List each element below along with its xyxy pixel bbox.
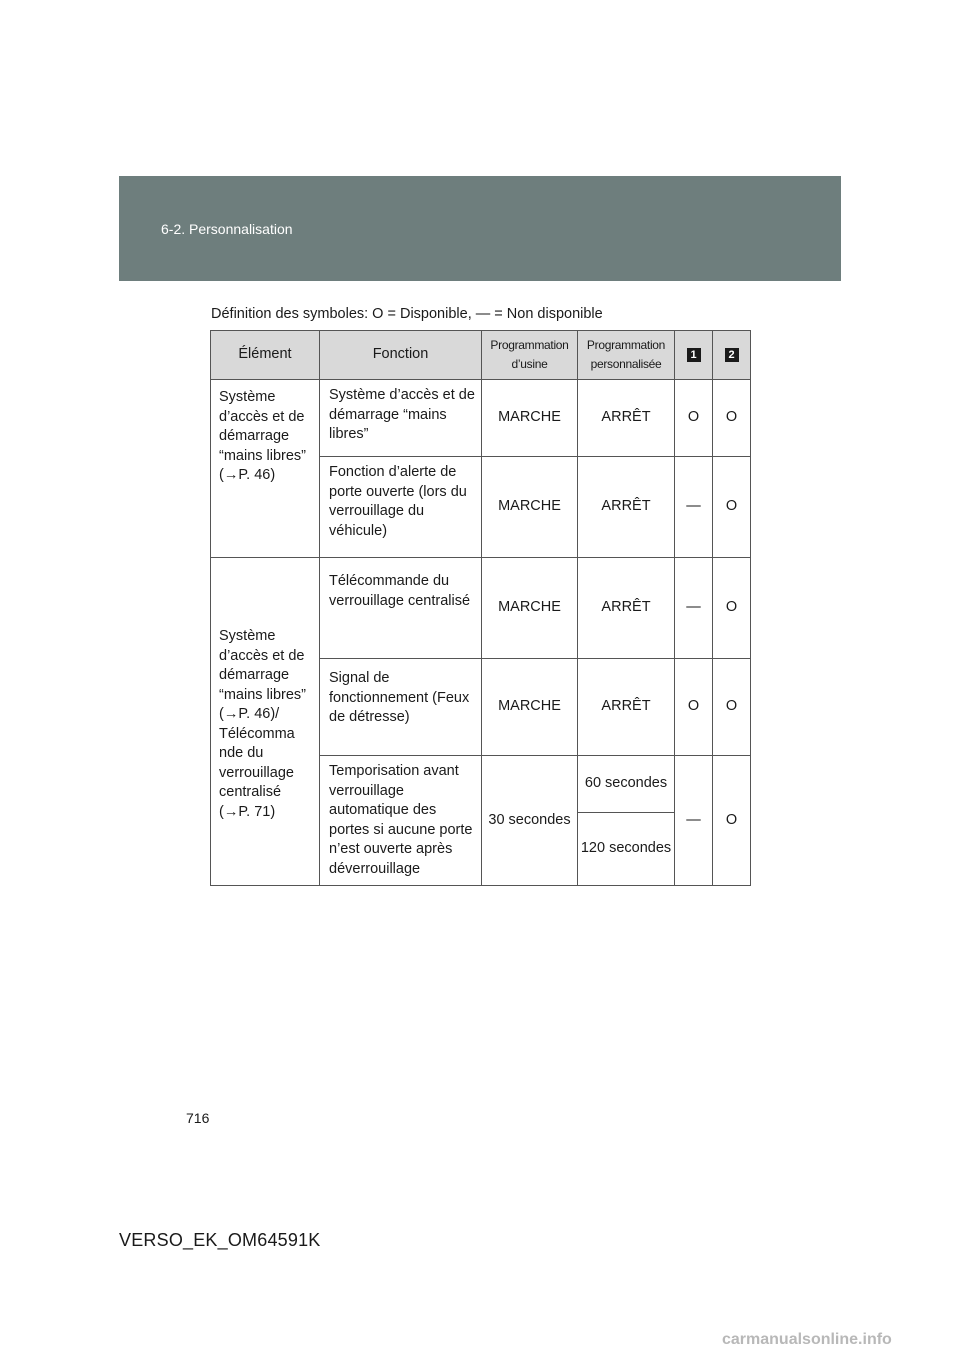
custom-value-option: 60 secondes (578, 756, 675, 813)
method-2-badge-icon: 2 (725, 348, 739, 362)
header-band (119, 176, 841, 281)
custom-value: ARRÊT (578, 558, 675, 659)
element-cell: Système d’accès et de démarrage “mains libres” (→P. 46) (211, 380, 320, 558)
table-row (211, 380, 751, 457)
factory-value: MARCHE (482, 457, 578, 558)
element-cell: Système d’accès et de démarrage “mains libres” (→P. 46)/ Télécomma nde du verrouillage centralisé (→P. 71) (211, 558, 320, 886)
factory-value: MARCHE (482, 659, 578, 756)
method-2-availability: O (713, 756, 751, 886)
header-method-2 (713, 331, 751, 380)
factory-value: MARCHE (482, 380, 578, 457)
method-1-availability: — (675, 558, 713, 659)
function-cell: Système d’accès et de démarrage “mains libres” (320, 380, 482, 457)
factory-value: 30 secondes (482, 756, 578, 886)
header-method-1 (675, 331, 713, 380)
header-custom-setting: Programmation personnalisée (578, 331, 675, 380)
method-1-availability: O (675, 659, 713, 756)
table-row (211, 558, 751, 659)
header-function: Fonction (320, 331, 482, 380)
method-1-availability: — (675, 756, 713, 886)
document-code: VERSO_EK_OM64591K (119, 1230, 321, 1250)
method-1-availability: — (675, 457, 713, 558)
function-cell: Télécommande du verrouillage centralisé (320, 558, 482, 659)
method-2-availability: O (713, 457, 751, 558)
settings-table (210, 330, 751, 886)
custom-value-option: 120 secondes (578, 813, 675, 886)
custom-value: ARRÊT (578, 457, 675, 558)
method-1-availability: O (675, 380, 713, 457)
function-cell: Fonction d’alerte de porte ouverte (lors du verrouillage du véhicule) (320, 457, 482, 558)
factory-value: MARCHE (482, 558, 578, 659)
custom-value: ARRÊT (578, 380, 675, 457)
watermark: carmanualsonline.info (722, 1331, 892, 1348)
method-2-availability: O (713, 659, 751, 756)
method-1-badge-icon: 1 (687, 348, 701, 362)
page-number: 716 (186, 1110, 210, 1126)
function-cell: Temporisation avant verrouillage automatique des portes si aucune porte n’est ouverte après déverrouillage (320, 756, 482, 886)
header-factory-setting: Programmation d’usine (482, 331, 578, 380)
symbol-legend: Définition des symboles: O = Disponible, — = Non disponible (211, 306, 603, 322)
section-title: 6-2. Personnalisation (161, 221, 293, 237)
table-header-row (211, 331, 751, 380)
method-2-availability: O (713, 558, 751, 659)
method-2-availability: O (713, 380, 751, 457)
custom-value: ARRÊT (578, 659, 675, 756)
function-cell: Signal de fonctionnement (Feux de détresse) (320, 659, 482, 756)
header-element: Élément (211, 331, 320, 380)
